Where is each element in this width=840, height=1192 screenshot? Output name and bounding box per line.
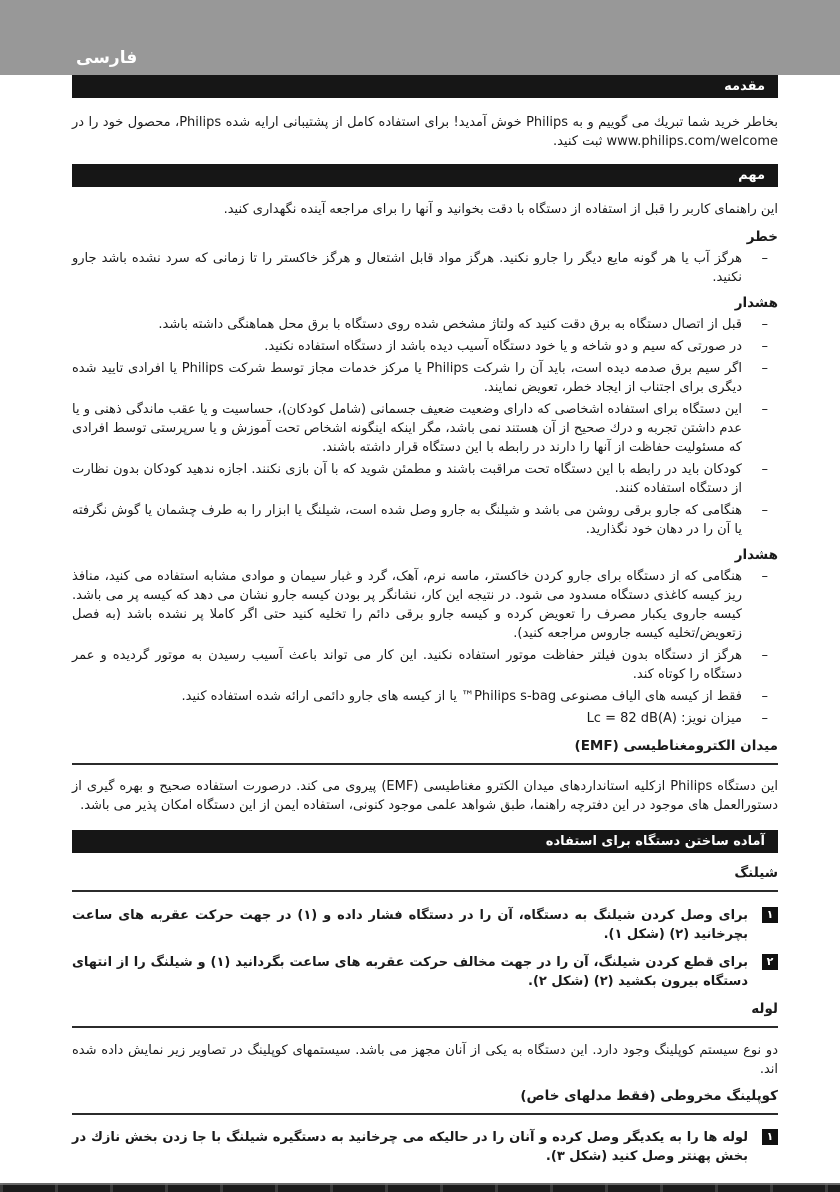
hose-steps	[72, 906, 778, 991]
list-item-text: در صورتی که سیم و دو شاخه و یا خود دستگاه آسیب دیده باشد از دستگاه استفاده نکنید.	[264, 339, 742, 354]
step-text: لوله ها را به یکدیگر وصل کرده و آنان را در حالیکه می چرخانید به دستگیره شیلنگ با جا زدن بخش نازك در بخش پهنتر وصل کنید (شکل ۳).	[72, 1130, 748, 1164]
list-item	[72, 249, 778, 287]
list-item-text: هرگز آب یا هر گونه مایع دیگر را جارو نکنید. هرگز مواد قابل اشتعال و هرگز خاکستر را تا زمانی که سرد نشده باشد جارو نکنید.	[72, 251, 742, 285]
conical-coupling-heading-text: کوپلینگ مخروطی (فقط مدلهای خاص)	[520, 1088, 778, 1104]
language-header-bar	[0, 0, 840, 75]
step-number-badge: ۲	[762, 954, 778, 970]
step-text: برای وصل کردن شیلنگ به دستگاه، آن را در دستگاه فشار داده و (۱) در جهت حرکت عقربه های ساعت بچرخانید (۲) (شکل ۱).	[72, 908, 749, 942]
list-item-text: این دستگاه برای استفاده اشخاصی که دارای وضعیت ضعیف جسمانی (شامل کودکان)، حساسیت و یا عقب ماندگی ذهنی و یا عدم داشتن تجربه و درك صحیح از آن هستند نمی باشد، مگر اینکه اینگونه اشخاص تحت آموزش و یا سرپرستی توسط افرادی که مسئولیت حفاظت از آنها را دارند در رابطه با این دستگاه قرار داشته باشند.	[72, 402, 742, 455]
hose-heading	[72, 864, 778, 892]
noise-level-item	[72, 709, 778, 728]
tube-heading-text: لوله	[751, 1001, 778, 1017]
tube-heading	[72, 1000, 778, 1028]
step-number-badge: ۱	[762, 907, 778, 923]
danger-heading: خطر	[746, 229, 778, 245]
caution-list	[72, 567, 778, 728]
page-content	[72, 75, 778, 1166]
section-bar-preparing: آماده ساختن دستگاه برای استفاده	[72, 830, 778, 853]
emf-heading-text: میدان الکترومغناطیسی (EMF)	[574, 738, 778, 754]
list-item	[72, 315, 778, 334]
emf-heading	[72, 737, 778, 765]
list-item-text: هرگز از دستگاه بدون فیلتر حفاظت موتور استفاده نکنید. این کار می تواند باعث آسیب رسیدن به موتور گردیده و عمر دستگاه را کوتاه کند.	[72, 648, 742, 682]
page-bottom-edge	[0, 1183, 840, 1192]
list-item-text: قبل از اتصال دستگاه به برق دقت کنید که ولتاژ مشخص شده روی دستگاه با برق محل هماهنگی داشته باشد.	[158, 317, 742, 332]
list-item	[72, 337, 778, 356]
conical-coupling-heading	[72, 1087, 778, 1115]
list-item-text: کودکان باید در رابطه با این دستگاه تحت مراقبت باشند و مطمئن شوید که با آن بازی نکنند. اجازه ندهید کودکان بدون نظارت از دستگاه استفاده کنند.	[72, 462, 742, 496]
section-bar-introduction: مقدمه	[72, 75, 778, 98]
step-item	[72, 906, 778, 944]
list-item-text: هنگامی که جارو برقی روشن می باشد و شیلنگ به جارو وصل شده است، شیلنگ یا ابزار را به طرف چشمان یا گوش نگرفته یا آن را در دهان خود نگذارید.	[72, 503, 742, 537]
warning-list	[72, 315, 778, 539]
step-number-badge: ۱	[762, 1129, 778, 1145]
language-label: فارسی	[76, 48, 138, 68]
hose-heading-text: شیلنگ	[734, 865, 778, 881]
tube-paragraph: دو نوع سیستم کوپلینگ وجود دارد. این دستگاه به یکی از آنان مجهز می باشد. سیستمهای کوپلینگ در تصاویر زیر نمایش داده شده اند.	[72, 1043, 778, 1077]
step-item	[72, 1128, 778, 1166]
noise-level-text: میزان نویز: Lc = 82 dB(A)	[586, 711, 742, 726]
section-bar-important: مهم	[72, 164, 778, 187]
caution-heading: هشدار	[734, 547, 778, 563]
list-item	[72, 460, 778, 498]
danger-list	[72, 249, 778, 287]
emf-paragraph: این دستگاه Philips ازکلیه استانداردهای میدان الکترو مغناطیسی (EMF) پیروی می کند. درصورت استفاده صحیح و بهره گیری از دستورالعمل های موجود در این دفترچه راهنما، طبق شواهد علمی موجود کنونی، استفاده ایمن از این دستگاه امکان پذیر می باشد.	[72, 779, 779, 813]
list-item	[72, 646, 778, 684]
list-item	[72, 400, 778, 457]
introduction-paragraph: بخاطر خرید شما تبریك می گوییم و به Philips خوش آمدید! برای استفاده کامل از پشتیبانی ارایه شده Philips، محصول خود را در www.philips.com/welcome ثبت کنید.	[72, 115, 778, 149]
list-item	[72, 359, 778, 397]
conical-steps	[72, 1128, 778, 1166]
list-item-text: اگر سیم برق صدمه دیده است، باید آن را شرکت Philips یا مرکز خدمات مجاز توسط شرکت Philips یا افرادی تایید شده دیگری برای اجتناب از ایجاد خطر، تعویض نمایند.	[72, 361, 742, 395]
important-intro-paragraph: این راهنمای کاربر را قبل از استفاده از دستگاه با دقت بخوانید و آنها را برای مراجعه آینده نگهداری کنید.	[223, 202, 778, 217]
list-item-text: فقط از کیسه های الیاف مصنوعی Philips s-bag™ یا از کیسه های جارو دائمی ارائه شده استفاده کنید.	[181, 689, 742, 704]
list-item	[72, 501, 778, 539]
warning-heading: هشدار	[734, 295, 778, 311]
list-item-text: هنگامی که از دستگاه برای جارو کردن خاکستر، ماسه نرم، آهک، گرد و غبار سیمان و موادی مشابه استفاده می کنید، منافذ ریز کیسه کاغذی دستگاه مسدود می شود. در نتیجه این کار، نشانگر پر بودن کیسه جارو نشان می دهد که کیسه پر می باشد. کیسه جاروی یکبار مصرف را تعویض کرده و کیسه جارو برقی دائم را تخلیه کنید حتی اگر کاملا پر نشده باشد (به فصل زتعویض/تخلیه کیسه جاروس مراجعه کنید).	[72, 569, 742, 641]
list-item	[72, 567, 778, 643]
step-item	[72, 953, 778, 991]
step-text: برای قطع کردن شیلنگ، آن را در جهت مخالف حرکت عقربه های ساعت بگردانید (۱) و شیلنگ را از انتهای دستگاه بیرون بکشید (۲) (شکل ۲).	[72, 955, 748, 989]
list-item	[72, 687, 778, 706]
